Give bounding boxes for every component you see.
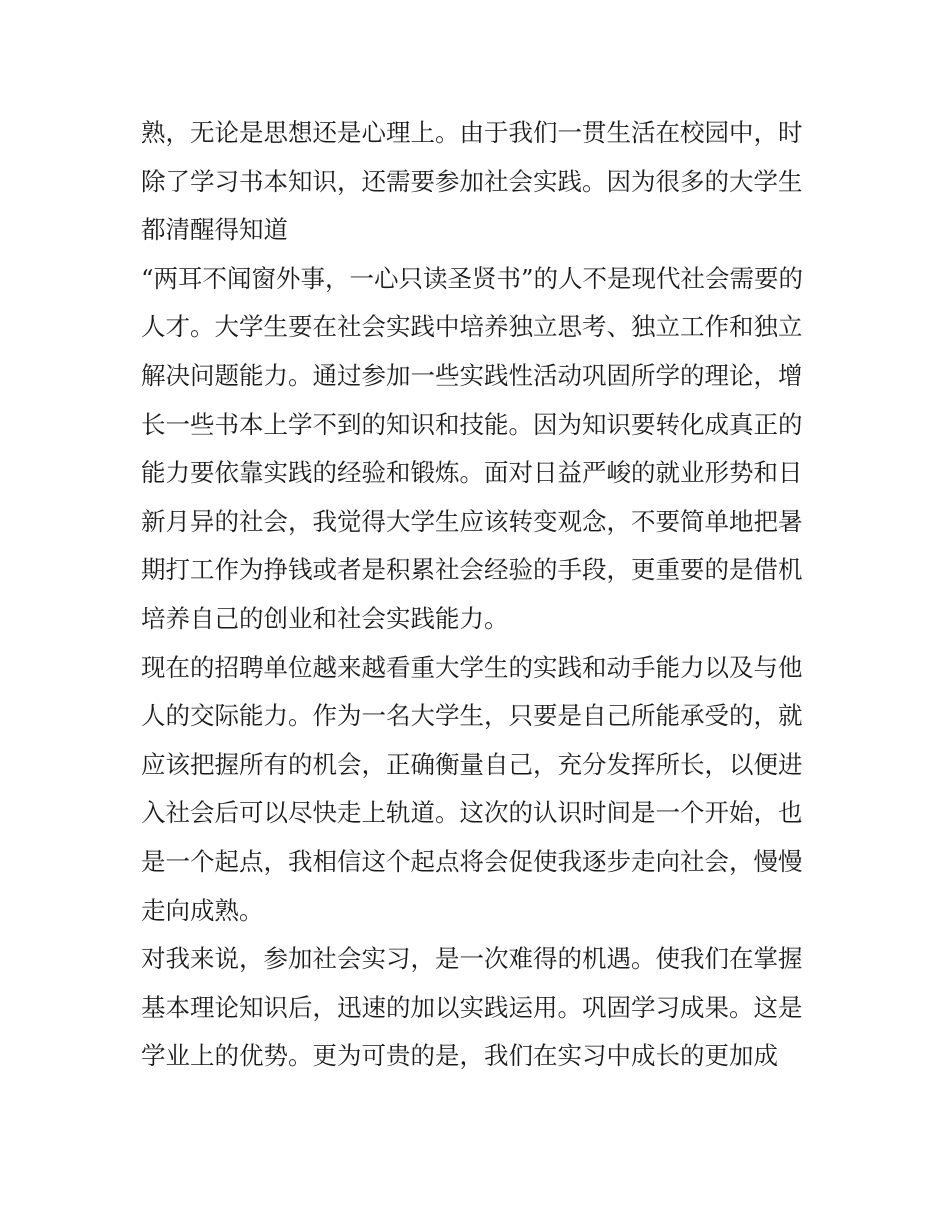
text-line: 现在的招聘单位越来越看重大学生的实践和动手能力以及与他	[141, 652, 803, 682]
text-line: 应该把握所有的机会，正确衡量自己，充分发挥所长，以便进	[141, 749, 803, 779]
text-line: 学业上的优势。更为可贵的是，我们在实习中成长的更加成	[141, 1041, 778, 1071]
text-line: 能力要依靠实践的经验和锻炼。面对日益严峻的就业形势和日	[141, 458, 803, 488]
text-line: 人才。大学生要在社会实践中培养独立思考、独立工作和独立	[141, 312, 803, 342]
text-line: “两耳不闻窗外事，一心只读圣贤书”的人不是现代社会需要的	[141, 263, 804, 293]
text-line: 培养自己的创业和社会实践能力。	[141, 603, 509, 633]
text-line: 长一些书本上学不到的知识和技能。因为知识要转化成真正的	[141, 409, 803, 439]
text-line: 除了学习书本知识，还需要参加社会实践。因为很多的大学生	[141, 166, 803, 196]
text-line: 新月异的社会，我觉得大学生应该转变观念，不要简单地把暑	[141, 506, 803, 536]
text-line: 解决问题能力。通过参加一些实践性活动巩固所学的理论，增	[141, 360, 803, 390]
text-line: 都清醒得知道	[141, 215, 288, 245]
text-line: 对我来说，参加社会实习，是一次难得的机遇。使我们在掌握	[141, 944, 803, 974]
body-text	[141, 109, 816, 1081]
text-line: 期打工作为挣钱或者是积累社会经验的手段，更重要的是借机	[141, 555, 803, 585]
text-line: 人的交际能力。作为一名大学生，只要是自己所能承受的，就	[141, 701, 803, 731]
text-line: 熟，无论是思想还是心理上。由于我们一贯生活在校园中，时	[141, 118, 803, 147]
text-line: 是一个起点，我相信这个起点将会促使我逐步走向社会，慢慢	[141, 846, 803, 876]
text-line: 入社会后可以尽快走上轨道。这次的认识时间是一个开始，也	[141, 798, 803, 828]
text-line: 基本理论知识后，迅速的加以实践运用。巩固学习成果。这是	[141, 992, 803, 1022]
text-line: 走向成熟。	[141, 895, 264, 925]
